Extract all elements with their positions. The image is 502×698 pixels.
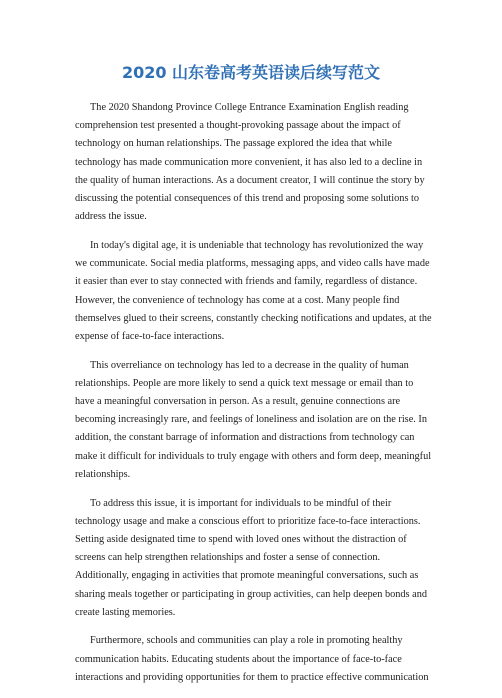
- paragraph-4: To address this issue, it is important for individuals to be mindful of their technology usage and make a conscious effort to prioritize face-to-face interactions. Setting aside designated time to spend with loved ones without the distraction of screens can help strengthen relationships and foster a sense of connection. Additionally, engaging in activities that promote meaningful conversations, such as sharing meals together or participating in group activities, can help deepen bonds and create lasting memories.: [75, 497, 427, 618]
- paragraph-2: In today's digital age, it is undeniable that technology has revolutionized the way we communicate. Social media platforms, messaging apps, and video calls have made it easier than ever to stay connected with friends and family, regardless of distance. However, the convenience of technology has come at a cost. Many people find themselves glued to their screens, constantly checking notifications and updates, at the expense of face-to-face interactions.: [75, 239, 432, 342]
- document-title: 2020 山东卷高考英语读后续写范文: [121, 63, 381, 82]
- paragraph-5: Furthermore, schools and communities can play a role in promoting healthy communication habits. Educating students about the importance of face-to-face interactions and providing opportunities for them to practice effective communication: [75, 635, 429, 683]
- paragraph-3: This overreliance on technology has led to a decrease in the quality of human relationships. People are more likely to send a quick text message or email than to have a meaningful conversation in person. As a result, genuine connections are becoming increasingly rare, and feelings of loneliness and isolation are on the rise. In addition, the constant barrage of information and distractions from technology can make it difficult for individuals to truly engage with others and form deep, meaningful relationships.: [75, 359, 432, 480]
- paragraph-1: The 2020 Shandong Province College Entrance Examination English reading comprehension test presented a thought-provoking passage about the impact of technology on human relationships. The passage explored the idea that while technology has made communication more convenient, it has also led to a decline in the quality of human interactions. As a document creator, I will continue the story by discussing the potential consequences of this trend and proposing some solutions to address the issue.: [75, 102, 425, 223]
- document-body: [75, 99, 432, 698]
